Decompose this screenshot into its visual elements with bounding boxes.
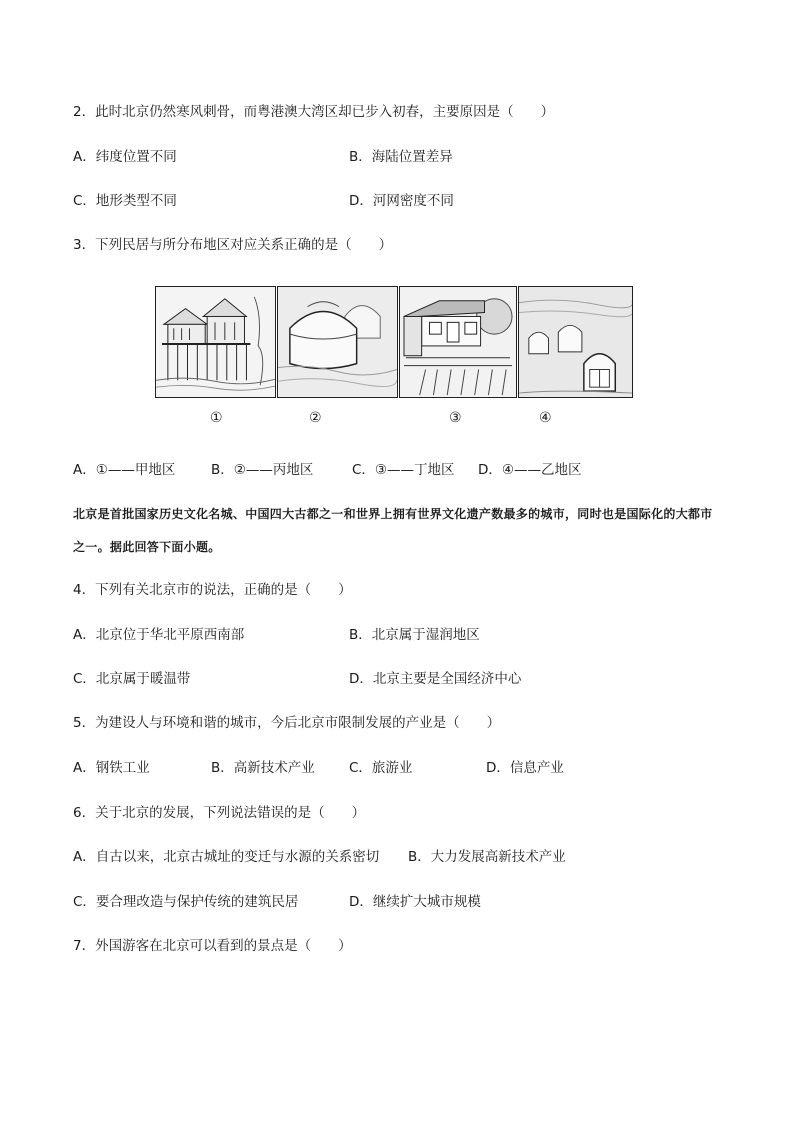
picture-label-3: ③: [449, 410, 462, 426]
reading-passage: 北京是首批国家历史文化名城、中国四大古都之一和世界上拥有世界文化遗产数最多的城市，同时也是国际化的大都市之一。据此回答下面小题。: [73, 507, 713, 554]
question-2-option-b[interactable]: B．海陆位置差异: [349, 149, 453, 165]
stilt-house-icon: [155, 286, 276, 398]
yurt-icon: [277, 286, 398, 398]
question-4-option-c[interactable]: C．北京属于暖温带: [73, 671, 191, 687]
question-2-option-d[interactable]: D．河网密度不同: [349, 193, 454, 209]
question-3-option-a[interactable]: A．①——甲地区: [73, 462, 176, 478]
picture-label-2: ②: [309, 410, 322, 426]
question-6-stem: 6．关于北京的发展，下列说法错误的是（ ）: [73, 805, 366, 821]
question-4-option-b[interactable]: B．北京属于湿润地区: [349, 627, 480, 643]
picture-label-1: ①: [210, 410, 223, 426]
question-3-option-b[interactable]: B．②——丙地区: [211, 462, 314, 478]
question-6-option-a[interactable]: A．自古以来，北京古城址的变迁与水源的关系密切: [73, 849, 380, 865]
question-6-option-d[interactable]: D．继续扩大城市规模: [349, 894, 481, 910]
question-3-option-c[interactable]: C．③——丁地区: [352, 462, 455, 478]
question-2-option-c[interactable]: C．地形类型不同: [73, 193, 177, 209]
question-2-option-a[interactable]: A．纬度位置不同: [73, 149, 177, 165]
question-3-option-d[interactable]: D．④——乙地区: [478, 462, 582, 478]
cave-dwelling-icon: [518, 286, 633, 398]
question-4-option-a[interactable]: A．北京位于华北平原西南部: [73, 627, 245, 643]
question-6-option-b[interactable]: B．大力发展高新技术产业: [408, 849, 566, 865]
question-3-stem: 3．下列民居与所分布地区对应关系正确的是（ ）: [73, 237, 393, 253]
question-5-option-d[interactable]: D．信息产业: [486, 760, 564, 776]
question-7-stem: 7．外国游客在北京可以看到的景点是（ ）: [73, 938, 352, 954]
question-2-stem: 2．此时北京仍然寒风刺骨，而粤港澳大湾区却已步入初春，主要原因是（ ）: [73, 104, 555, 120]
question-4-option-d[interactable]: D．北京主要是全国经济中心: [349, 671, 522, 687]
courtyard-house-icon: [399, 286, 517, 398]
picture-label-4: ④: [539, 410, 552, 426]
question-5-option-b[interactable]: B．高新技术产业: [211, 760, 315, 776]
question-5-option-a[interactable]: A．钢铁工业: [73, 760, 150, 776]
question-5-option-c[interactable]: C．旅游业: [349, 760, 413, 776]
question-4-stem: 4．下列有关北京市的说法，正确的是（ ）: [73, 582, 352, 598]
question-6-option-c[interactable]: C．要合理改造与保护传统的建筑民居: [73, 894, 299, 910]
question-5-stem: 5．为建设人与环境和谐的城市，今后北京市限制发展的产业是（ ）: [73, 715, 501, 731]
